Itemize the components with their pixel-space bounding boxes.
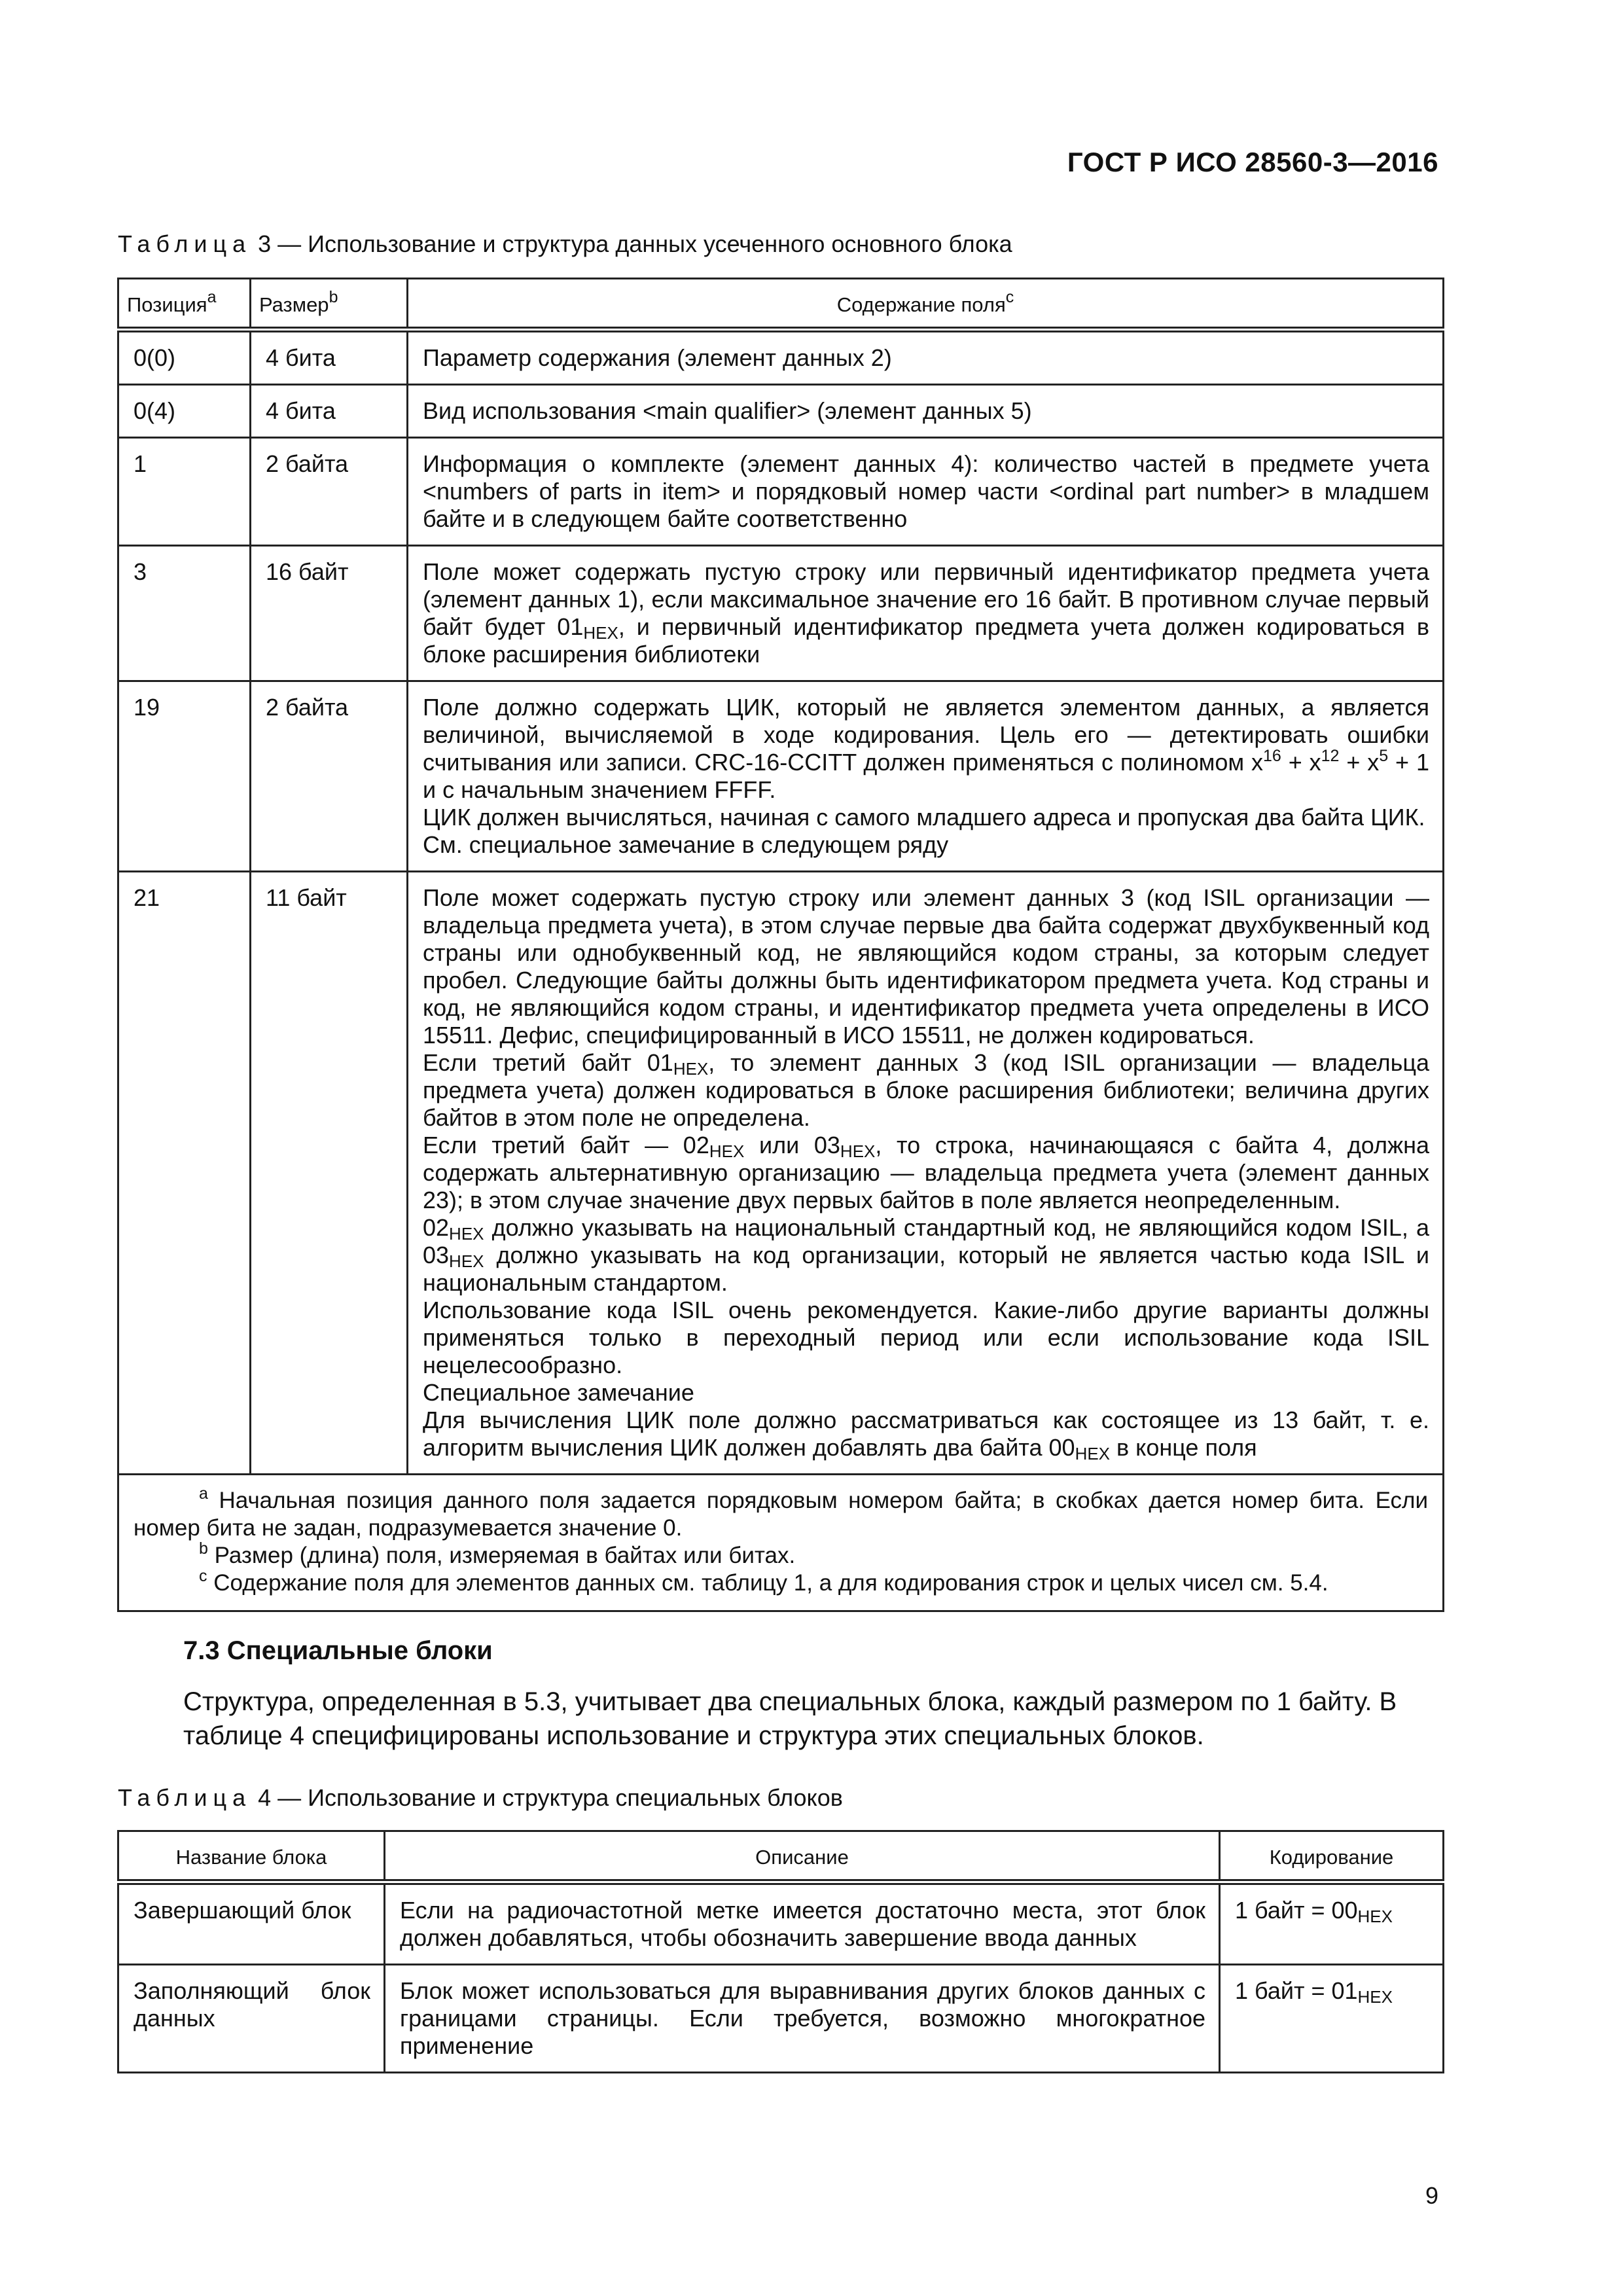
cell-size: 2 байта xyxy=(251,681,408,872)
table4-header-row xyxy=(118,1831,1444,1882)
cell-content: Параметр содержания (элемент данных 2) xyxy=(408,330,1444,385)
cell-content: Вид использования <main qualifier> (элемент данных 5) xyxy=(408,385,1444,438)
section-title: 7.3 Специальные блоки xyxy=(183,1636,493,1665)
table4-header-name: Название блока xyxy=(118,1831,385,1882)
cell-description: Блок может использоваться для выравнивания других блоков данных с границами страницы. Если требуется, возможно многократное применение xyxy=(385,1965,1220,2073)
table4-header-encoding: Кодирование xyxy=(1220,1831,1444,1882)
footnotes-cell xyxy=(118,1475,1444,1611)
table3 xyxy=(117,278,1444,1612)
cell-description: Если на радиочастотной метке имеется достаточно места, этот блок должен добавляться, чтобы обозначить завершение ввода данных xyxy=(385,1882,1220,1965)
table3-header-row xyxy=(118,279,1444,330)
cell-size: 2 байта xyxy=(251,438,408,546)
footnote-c: $^c$ Содержание поля для элементов данных см. таблицу 1, а для кодирования строк и целых чисел см. 5.4. xyxy=(199,1567,1329,1596)
cell-size: 4 бита xyxy=(251,330,408,385)
cell-block-name: Заполняющий блок данных xyxy=(118,1965,385,2073)
table3-header-size: Размер$^b$ xyxy=(251,279,408,330)
document-header: ГОСТ Р ИСО 28560-3—2016 xyxy=(1067,147,1438,177)
table4-caption-text: 4 — Использование и структура специальных блоков xyxy=(251,1784,843,1811)
table-row xyxy=(118,385,1444,438)
cell-size: 4 бита xyxy=(251,385,408,438)
cell-encoding: 1 байт = $00_{HEX}$ xyxy=(1220,1882,1444,1965)
table3-caption-text: 3 — Использование и структура данных усеченного основного блока xyxy=(251,230,1012,257)
cell-encoding: 1 байт = $01_{HEX}$ xyxy=(1220,1965,1444,2073)
cell-content: Поле должно содержать ЦИК, который не является элементом данных, а является величиной, вычисляемой в ходе кодирования. Цель его — детектировать ошибки считывания или записи. CRC-16-CCITT должен применяться с полиномом $x^{16} + x^{12} + x^5 + 1$ и с начальным значением FFFF. ЦИК должен вычисляться, начиная с самого младшего адреса и пропуская два байта ЦИК. См. специальное замечание в следующем ряду xyxy=(408,681,1444,872)
cell-position: 19 xyxy=(118,681,251,872)
table-row xyxy=(118,872,1444,1475)
cell-position: 21 xyxy=(118,872,251,1475)
cell-size: 11 байт xyxy=(251,872,408,1475)
cell-block-name: Завершающий блок xyxy=(118,1882,385,1965)
cell-position: 3 xyxy=(118,546,251,681)
table3-header-content: Содержание поля$^c$ xyxy=(408,279,1444,330)
table-row xyxy=(118,1965,1444,2073)
cell-position: 0(0) xyxy=(118,330,251,385)
section-paragraph: Структура, определенная в 5.3, учитывает два специальных блока, каждый размером по 1 байту. В таблице 4 специфицированы использование и структура этих специальных блоков. xyxy=(183,1687,1397,1750)
footnote-b: $^b$ Размер (длина) поля, измеряемая в байтах или битах. xyxy=(199,1539,796,1568)
table3-footnotes xyxy=(118,1475,1444,1611)
cell-position: 0(4) xyxy=(118,385,251,438)
table3-caption xyxy=(118,230,1012,258)
cell-position: 1 xyxy=(118,438,251,546)
page-number: 9 xyxy=(1425,2182,1438,2209)
cell-size: 16 байт xyxy=(251,546,408,681)
table3-header-position: Позиция$^a$ xyxy=(118,279,251,330)
table4 xyxy=(117,1830,1444,2073)
table-row xyxy=(118,681,1444,872)
table-row xyxy=(118,546,1444,681)
table-row xyxy=(118,438,1444,546)
footnote-a: $^a$ Начальная позиция данного поля задается порядковым номером байта; в скобках дается номер бита. Если номер бита не задан, подразумевается значение 0. xyxy=(134,1484,1428,1541)
table4-caption-label: Таблица xyxy=(118,1784,252,1811)
table-row xyxy=(118,330,1444,385)
table4-header-description: Описание xyxy=(385,1831,1220,1882)
table-row xyxy=(118,1882,1444,1965)
cell-content: Информация о комплекте (элемент данных 4): количество частей в предмете учета <numbers of parts in item> и порядковый номер части <ordinal part number> в младшем байте и в следующем байте соответственно xyxy=(408,438,1444,546)
cell-content: Поле может содержать пустую строку или элемент данных 3 (код ISIL организации — владельца предмета учета), в этом случае первые два байта содержат двухбуквенный код страны или однобуквенный код, не являющийся кодом страны, за которым следует пробел. Следующие байты должны быть идентификатором предмета учета. Код страны и код, не являющийся кодом страны, и идентификатор предмета учета определены в ИСО 15511. Дефис, специфицированный в ИСО 15511, не должен кодироваться. Если третий байт $01_{HEX}$, то элемент данных 3 (код ISIL организации — владельца предмета учета) должен кодироваться в блоке расширения библиотеки; величина других байтов в этом поле не определена. Если третий байт — $02_{HEX}$ или $03_{HEX}$, то строка, начинающаяся с байта 4, должна содержать альтернативную организацию — владельца предмета учета (элемент данных 23); в этом случае значение двух первых байтов в поле является неопределенным. $02_{HEX}$ должно указывать на национальный стандартный код, не являющийся кодом ISIL, а $03_{HEX}$ должно указывать на код организации, который не является частью кода ISIL и национальным стандартом. Использование кода ISIL очень рекомендуется. Какие-либо другие варианты должны применяться только в переходный период или если использование кода ISIL нецелесообразно. Специальное замечание Для вычисления ЦИК поле должно рассматриваться как состоящее из 13 байт, т. е. алгоритм вычисления ЦИК должен добавлять два байта $00_{HEX}$ в конце поля xyxy=(408,872,1444,1475)
table3-caption-label: Таблица xyxy=(118,230,252,257)
table4-caption xyxy=(118,1784,843,1812)
cell-content: Поле может содержать пустую строку или первичный идентификатор предмета учета (элемент данных 1), если максимальное значение его 16 байт. В противном случае первый байт будет $01_{HEX}$, и первичный идентификатор предмета учета должен кодироваться в блоке расширения библиотеки xyxy=(408,546,1444,681)
